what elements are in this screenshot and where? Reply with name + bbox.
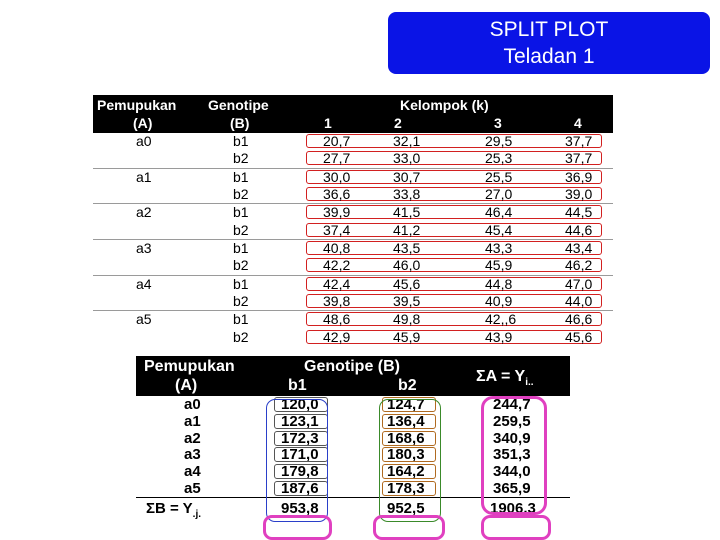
- cell-kelompok-1: 37,4: [323, 221, 351, 238]
- cell-kelompok-1: 30,0: [323, 168, 351, 185]
- row-highlight-box: [306, 223, 602, 237]
- header-genotipe: Genotipe: [208, 97, 269, 113]
- cell-b2: 136,4: [387, 412, 425, 430]
- cell-b1: 171,0: [281, 446, 319, 464]
- cell-kelompok-3: 43,9: [485, 328, 513, 345]
- row-highlight-box: [306, 151, 602, 165]
- cell-pemupukan: a1: [184, 412, 201, 430]
- t2-header-sum: $\Sigma A = Y_{i..}$: [476, 368, 534, 389]
- cell-pemupukan: a0: [184, 396, 201, 413]
- cell-kelompok-3: 27,0: [485, 186, 513, 203]
- row-highlight-box: [306, 258, 602, 272]
- t2-header-b2: b2: [398, 377, 417, 394]
- table-row: [93, 203, 613, 221]
- data-table-body: [93, 133, 613, 346]
- cell-kelompok-1: 42,2: [323, 257, 351, 274]
- cell-kelompok-2: 33,0: [393, 150, 421, 167]
- row-highlight-box: [306, 187, 602, 201]
- table-row: [93, 133, 613, 150]
- cell-sum-a: 344,0: [493, 463, 531, 481]
- cell-pemupukan: a0: [136, 133, 152, 149]
- cell-genotipe: b2: [233, 328, 249, 345]
- cell-kelompok-3: 25,3: [485, 150, 513, 167]
- cell-kelompok-4: 46,6: [565, 311, 593, 328]
- header-a: (A): [133, 115, 153, 131]
- cell-kelompok-4: 36,9: [565, 168, 593, 185]
- cell-kelompok-3: 46,4: [485, 204, 513, 221]
- cell-b2: 124,7: [387, 396, 425, 413]
- cell-kelompok-4: 43,4: [565, 240, 593, 257]
- cell-sum-a: 340,9: [493, 429, 531, 447]
- cell-kelompok-1: 36,6: [323, 186, 351, 203]
- cell-pemupukan: a4: [184, 463, 201, 481]
- cell-pemupukan: a4: [136, 275, 152, 292]
- cell-kelompok-4: 37,7: [565, 150, 593, 167]
- t2-header-genotipe: Genotipe (B): [304, 358, 400, 375]
- cell-kelompok-2: 30,7: [393, 168, 421, 185]
- cell-genotipe: b2: [233, 186, 249, 203]
- cell-genotipe: b1: [233, 240, 249, 257]
- cell-genotipe: b1: [233, 204, 249, 221]
- cell-kelompok-4: 46,2: [565, 257, 593, 274]
- table-row: [93, 310, 613, 328]
- row-highlight-box: [306, 330, 602, 344]
- total-sum: 1906,3: [490, 499, 536, 517]
- cell-genotipe: b2: [233, 221, 249, 238]
- t2-header-b1: b1: [288, 377, 307, 394]
- cell-genotipe: b2: [233, 293, 249, 310]
- cell-b2: 180,3: [387, 446, 425, 464]
- cell-b2: 168,6: [387, 429, 425, 447]
- row-highlight-box: [306, 277, 602, 291]
- cell-pemupukan: a2: [184, 429, 201, 447]
- cell-kelompok-3: 42,,6: [485, 311, 517, 328]
- header-kelompok: Kelompok (k): [400, 97, 489, 113]
- cell-genotipe: b1: [233, 275, 249, 292]
- cell-genotipe: b2: [233, 150, 249, 167]
- cell-genotipe: b2: [233, 257, 249, 274]
- cell-pemupukan: a5: [184, 479, 201, 497]
- slide-title-line2: Teladan 1: [503, 45, 595, 68]
- cell-b2: 178,3: [387, 479, 425, 497]
- table-row: [93, 186, 613, 203]
- cell-sum-a: 365,9: [493, 479, 531, 497]
- header-k4: 4: [574, 115, 582, 131]
- cell-pemupukan: a3: [184, 446, 201, 464]
- cell-kelompok-4: 44,6: [565, 221, 593, 238]
- t2-header-a: (A): [175, 377, 198, 394]
- cell-kelompok-3: 44,8: [485, 275, 513, 292]
- cell-kelompok-2: 45,6: [393, 275, 421, 292]
- cell-sum-a: 244,7: [493, 396, 531, 413]
- cell-b1: 187,6: [281, 479, 319, 497]
- cell-kelompok-4: 37,7: [565, 133, 593, 149]
- cell-kelompok-1: 27,7: [323, 150, 351, 167]
- cell-kelompok-2: 43,5: [393, 240, 421, 257]
- total-label: $\Sigma B = Y_{.j.}$: [146, 499, 202, 520]
- cell-kelompok-1: 42,4: [323, 275, 351, 292]
- cell-kelompok-1: 20,7: [323, 133, 351, 149]
- table-row: [93, 150, 613, 167]
- cell-kelompok-2: 41,5: [393, 204, 421, 221]
- cell-kelompok-4: 44,0: [565, 293, 593, 310]
- cell-kelompok-3: 25,5: [485, 168, 513, 185]
- cell-b1: 172,3: [281, 429, 319, 447]
- row-highlight-box: [306, 294, 602, 308]
- cell-sum-a: 259,5: [493, 412, 531, 430]
- cell-pemupukan: a2: [136, 204, 152, 221]
- cell-kelompok-3: 29,5: [485, 133, 513, 149]
- cell-kelompok-4: 39,0: [565, 186, 593, 203]
- cell-kelompok-2: 32,1: [393, 133, 421, 149]
- b2-column-box: [379, 399, 441, 522]
- cell-kelompok-1: 40,8: [323, 240, 351, 257]
- row-highlight-box: [306, 241, 602, 255]
- slide-title-box: [388, 12, 710, 74]
- totals-table-header: [136, 356, 570, 396]
- cell-kelompok-3: 43,3: [485, 240, 513, 257]
- cell-b2: 164,2: [387, 463, 425, 481]
- row-highlight-box: [306, 312, 602, 326]
- slide-title-line1: SPLIT PLOT: [489, 18, 609, 41]
- data-table: [93, 95, 613, 346]
- cell-pemupukan: a5: [136, 311, 152, 328]
- sum-a-highlight-ring: [481, 396, 547, 515]
- total-b2-highlight-ring: [373, 515, 445, 540]
- cell-b1: 120,0: [281, 396, 319, 413]
- table-row: [93, 222, 613, 239]
- table-row: [93, 329, 613, 346]
- header-k1: 1: [324, 115, 332, 131]
- cell-kelompok-2: 49,8: [393, 311, 421, 328]
- table-row: [93, 293, 613, 310]
- header-b: (B): [230, 115, 250, 131]
- cell-kelompok-1: 39,8: [323, 293, 351, 310]
- header-k3: 3: [494, 115, 502, 131]
- header-pemupukan: Pemupukan: [97, 97, 177, 113]
- total-b2: 952,5: [387, 499, 425, 517]
- total-sum-highlight-ring: [481, 515, 551, 540]
- total-b1-highlight-ring: [263, 515, 332, 540]
- cell-kelompok-3: 40,9: [485, 293, 513, 310]
- cell-kelompok-2: 33,8: [393, 186, 421, 203]
- cell-sum-a: 351,3: [493, 446, 531, 464]
- cell-kelompok-3: 45,4: [485, 221, 513, 238]
- b1-column-box: [266, 399, 328, 522]
- cell-kelompok-3: 45,9: [485, 257, 513, 274]
- cell-kelompok-1: 39,9: [323, 204, 351, 221]
- table-row: [93, 275, 613, 293]
- cell-kelompok-4: 45,6: [565, 328, 593, 345]
- header-k2: 2: [394, 115, 402, 131]
- cell-genotipe: b1: [233, 133, 249, 149]
- total-b1: 953,8: [281, 499, 319, 517]
- cell-kelompok-1: 48,6: [323, 311, 351, 328]
- row-highlight-box: [306, 134, 602, 148]
- cell-genotipe: b1: [233, 311, 249, 328]
- cell-kelompok-1: 42,9: [323, 328, 351, 345]
- cell-b1: 123,1: [281, 412, 319, 430]
- cell-kelompok-2: 39,5: [393, 293, 421, 310]
- cell-pemupukan: a1: [136, 168, 152, 185]
- data-table-header: [93, 95, 613, 133]
- table-row: [93, 239, 613, 257]
- row-highlight-box: [306, 205, 602, 219]
- table-row: [93, 168, 613, 186]
- cell-kelompok-2: 45,9: [393, 328, 421, 345]
- cell-pemupukan: a3: [136, 240, 152, 257]
- cell-kelompok-4: 44,5: [565, 204, 593, 221]
- table-row: [93, 257, 613, 274]
- cell-kelompok-4: 47,0: [565, 275, 593, 292]
- cell-genotipe: b1: [233, 168, 249, 185]
- t2-header-pemupukan: Pemupukan: [144, 358, 235, 375]
- cell-kelompok-2: 41,2: [393, 221, 421, 238]
- cell-b1: 179,8: [281, 463, 319, 481]
- cell-kelompok-2: 46,0: [393, 257, 421, 274]
- row-highlight-box: [306, 170, 602, 184]
